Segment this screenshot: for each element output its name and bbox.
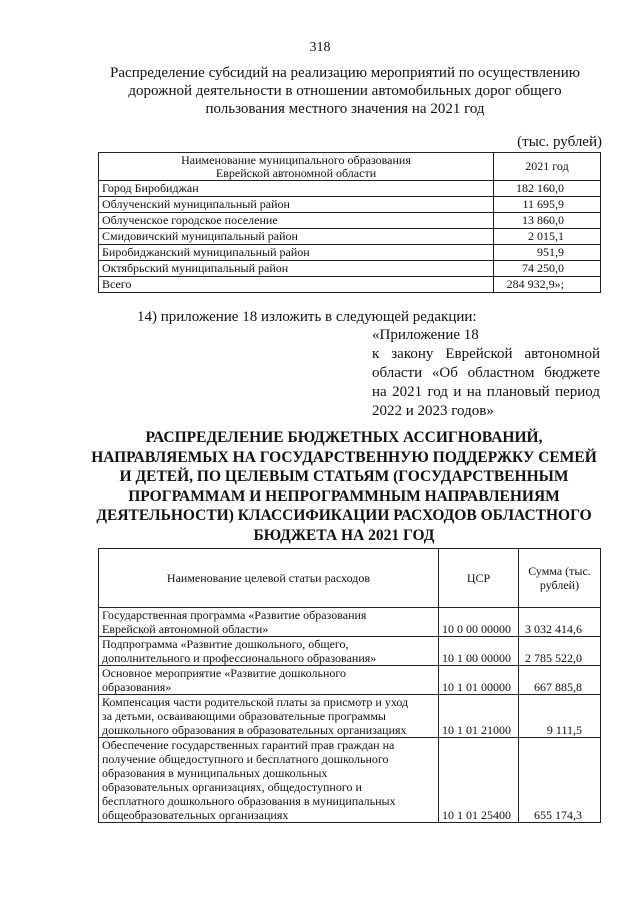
expense-name-line: общеобразовательных организациях xyxy=(102,808,289,822)
expense-name-line: бесплатного дошкольного образования в муниципальных xyxy=(102,794,396,808)
total-row xyxy=(99,277,601,293)
subsidy-title-line: дорожной деятельности в отношении автомобильных дорог общего xyxy=(128,83,562,99)
expense-name-line: за детьми, осваивающими образовательные программы xyxy=(102,709,386,723)
table-row xyxy=(99,738,601,823)
table-header-row xyxy=(99,549,601,608)
table-row xyxy=(99,197,601,213)
allocation-title-line: ПРОГРАММАМ И НЕПРОГРАММНЫМ НАПРАВЛЕНИЯМ xyxy=(128,487,560,505)
code-cell: 10 1 00 00000 xyxy=(439,637,519,666)
amount-cell: 655 174,3 xyxy=(519,738,601,823)
allocation-title-line: И ДЕТЕЙ, ПО ЦЕЛЕВЫМ СТАТЬЯМ (ГОСУДАРСТВЕННЫМ xyxy=(119,468,569,486)
expense-name-line: дополнительного и профессионального образования» xyxy=(102,651,377,665)
header-name-line: Наименование муниципального образования xyxy=(181,152,411,167)
code-cell: 10 0 00 00000 xyxy=(439,608,519,637)
expense-name-line: дошкольного образования в образовательных организациях xyxy=(102,723,407,737)
subsidy-title-line: пользования местного значения на 2021 год xyxy=(205,101,485,117)
annex-line: 2022 и 2023 годов» xyxy=(372,403,494,419)
table-row xyxy=(99,261,601,277)
amount-cell: 951,9 xyxy=(494,245,601,261)
allocation-table xyxy=(98,548,601,823)
subsidy-table xyxy=(98,152,601,293)
expense-name-cell xyxy=(99,738,439,823)
amount-cell: 2 785 522,0 xyxy=(519,637,601,666)
code-cell: 10 1 01 21000 xyxy=(439,695,519,738)
amount-cell: 13 860,0 xyxy=(494,213,601,229)
table-row xyxy=(99,637,601,666)
amount-cell: 2 015,1 xyxy=(494,229,601,245)
header-name-cell: Наименование целевой статьи расходов xyxy=(99,549,439,608)
table-row xyxy=(99,181,601,197)
annex-reference xyxy=(372,326,600,421)
municipality-cell: Биробиджанский муниципальный район xyxy=(99,245,494,261)
allocation-title-line: НАПРАВЛЯЕМЫХ НА ГОСУДАРСТВЕННУЮ ПОДДЕРЖКУ СЕМЕЙ xyxy=(91,448,597,466)
table-row xyxy=(99,213,601,229)
total-label-cell: Всего xyxy=(99,277,494,293)
annex-line: к закону Еврейской автономной xyxy=(372,346,600,362)
table-row xyxy=(99,608,601,637)
allocation-title xyxy=(84,428,604,546)
amount-cell: 9 111,5 xyxy=(519,695,601,738)
table-row xyxy=(99,666,601,695)
expense-name-cell xyxy=(99,695,439,738)
units-label: (тыс. рублей) xyxy=(517,134,602,150)
expense-name-line: Подпрограмма «Развитие дошкольного, общего, xyxy=(102,637,349,651)
expense-name-cell xyxy=(99,666,439,695)
annex-line: на 2021 год и на плановый период xyxy=(372,384,600,400)
allocation-title-line: РАСПРЕДЕЛЕНИЕ БЮДЖЕТНЫХ АССИГНОВАНИЙ, xyxy=(145,429,543,446)
table-row xyxy=(99,245,601,261)
expense-name-line: Государственная программа «Развитие образования xyxy=(102,608,367,622)
expense-name-cell xyxy=(99,637,439,666)
header-name-line: Еврейской автономной области xyxy=(215,165,377,180)
total-amount-cell: 284 932,9»; xyxy=(494,277,601,293)
subsidy-title xyxy=(90,64,600,118)
code-cell: 10 1 01 00000 xyxy=(439,666,519,695)
allocation-title-line: БЮДЖЕТА НА 2021 ГОД xyxy=(253,526,435,544)
code-cell: 10 1 01 25400 xyxy=(439,738,519,823)
table-row xyxy=(99,229,601,245)
header-name-cell xyxy=(99,153,494,181)
header-year-cell: 2021 год xyxy=(494,153,601,181)
amount-cell: 11 695,9 xyxy=(494,197,601,213)
municipality-cell: Город Биробиджан xyxy=(99,181,494,197)
expense-name-line: Обеспечение государственных гарантий прав граждан на xyxy=(102,738,395,752)
expense-name-line: образования в муниципальных дошкольных xyxy=(102,766,328,780)
municipality-cell: Облученский муниципальный район xyxy=(99,197,494,213)
municipality-cell: Октябрьский муниципальный район xyxy=(99,261,494,277)
header-amount-line: рублей) xyxy=(539,578,580,592)
annex-line: области «Об областном бюджете xyxy=(372,365,600,381)
page-number: 318 xyxy=(309,40,331,55)
expense-name-line: получение общедоступного и бесплатного дошкольного xyxy=(102,752,389,766)
header-code-cell: ЦСР xyxy=(439,549,519,608)
amount-cell: 667 885,8 xyxy=(519,666,601,695)
expense-name-line: Еврейской автономной области» xyxy=(102,622,269,636)
annex-line: «Приложение 18 xyxy=(372,327,479,343)
expense-name-line: Основное мероприятие «Развитие дошкольного xyxy=(102,666,346,680)
municipality-cell: Смидовичский муниципальный район xyxy=(99,229,494,245)
subsidy-title-line: Распределение субсидий на реализацию мероприятий по осуществлению xyxy=(110,65,580,81)
amendment-text: 14) приложение 18 изложить в следующей редакции: xyxy=(137,309,477,325)
allocation-title-line: ДЕЯТЕЛЬНОСТИ) КЛАССИФИКАЦИИ РАСХОДОВ ОБЛАСТНОГО xyxy=(96,507,592,525)
header-amount-line: Сумма (тыс. xyxy=(528,564,591,578)
municipality-cell: Облученское городское поселение xyxy=(99,213,494,229)
header-amount-cell xyxy=(519,549,601,608)
amount-cell: 74 250,0 xyxy=(494,261,601,277)
table-header-row xyxy=(99,153,601,181)
expense-name-line: образования» xyxy=(102,680,172,694)
amount-cell: 3 032 414,6 xyxy=(519,608,601,637)
expense-name-cell xyxy=(99,608,439,637)
amount-cell: 182 160,0 xyxy=(494,181,601,197)
table-row xyxy=(99,695,601,738)
expense-name-line: образовательных организациях, общедоступного и xyxy=(102,780,362,794)
expense-name-line: Компенсация части родительской платы за присмотр и уход xyxy=(102,695,409,709)
